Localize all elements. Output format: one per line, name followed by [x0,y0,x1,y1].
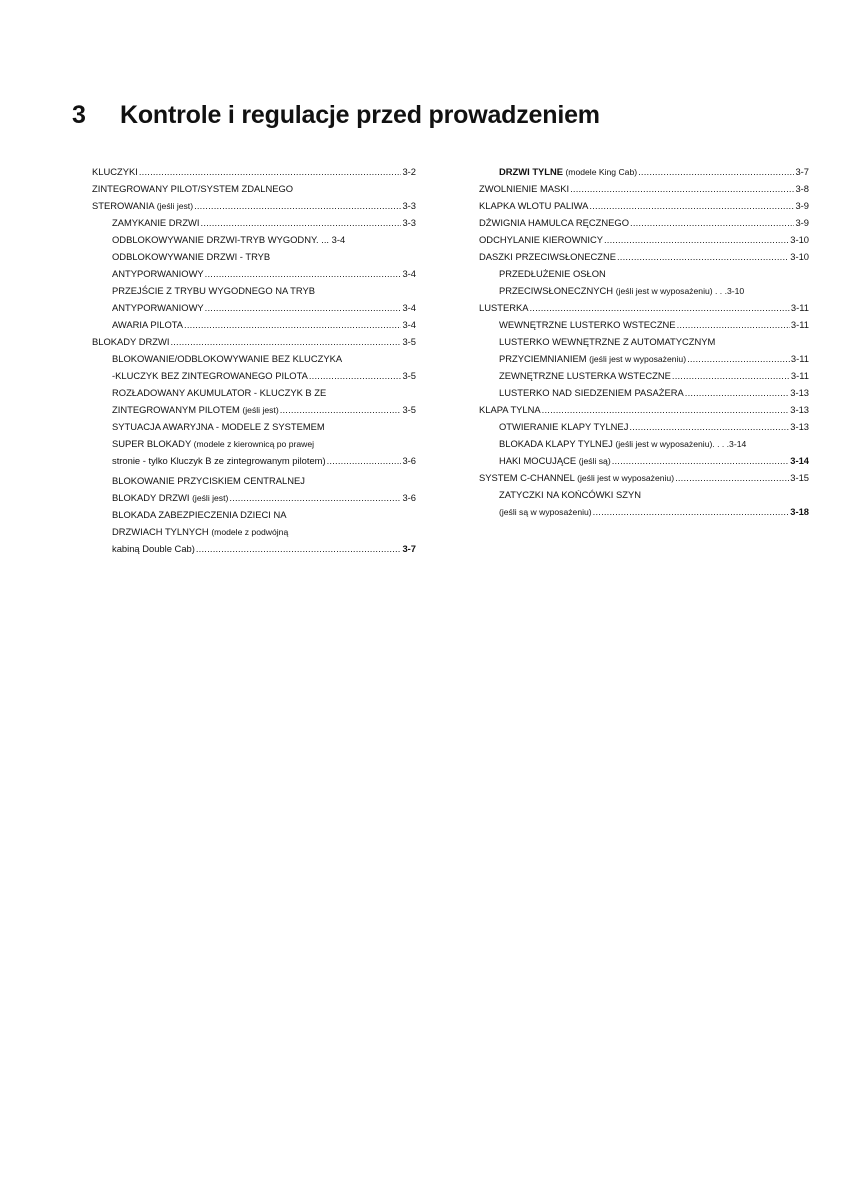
toc-entry-title: BLOKOWANIE PRZYCISKIEM CENTRALNEJ [112,475,305,486]
chapter-title: Kontrole i regulacje przed prowadzeniem [120,101,600,129]
toc-line [112,231,416,248]
toc-page-number: 3-11 [790,370,809,381]
toc-dot-leader [280,401,402,418]
toc-page-number: 3-5 [402,336,416,347]
toc-line [479,248,809,265]
toc-page-number: 3-5 [402,370,416,381]
toc-line [112,350,416,367]
toc-entry-title: STEROWANIA (jeśli jest) [92,200,194,211]
toc-line [479,231,809,248]
toc-page-number: 3-8 [795,183,809,194]
toc-entry-title: SYSTEM C-CHANNEL (jeśli jest w wyposażeniu) [479,472,675,483]
toc-dot-leader [327,452,402,469]
toc-dot-leader [542,401,790,418]
toc-entry[interactable] [479,452,809,469]
chapter-heading [72,101,600,130]
toc-entry-title: BLOKADA KLAPY TYLNEJ (jeśli jest w wyposażeniu). . . .3-14 [499,438,747,449]
toc-line [92,333,416,350]
toc-entry-title: ZINTEGROWANYM PILOTEM (jeśli jest) [112,404,279,415]
toc-entry[interactable] [92,282,416,316]
toc-page-number: 3-13 [790,421,809,432]
toc-dot-leader [629,418,789,435]
toc-entry[interactable] [479,231,809,248]
toc-entry-title: ZAMYKANIE DRZWI [112,217,200,228]
toc-page-number: 3-9 [795,200,809,211]
toc-entry-title: PRZEJŚCIE Z TRYBU WYGODNEGO NA TRYB [112,285,315,296]
toc-entry-title: BLOKADY DRZWI [92,336,170,347]
toc-dot-leader [593,503,790,520]
toc-dot-leader [638,163,794,180]
toc-dot-leader [139,163,402,180]
toc-page-number: 3-13 [790,387,809,398]
toc-dot-leader [184,316,401,333]
toc-line [499,452,809,469]
toc-line [112,401,416,418]
toc-entry-title: DASZKI PRZECIWSŁONECZNE [479,251,616,262]
toc-page-number: 3-13 [790,404,809,415]
toc-entry[interactable] [92,316,416,333]
toc-line [112,384,416,401]
toc-line [112,418,416,435]
toc-line [92,163,416,180]
toc-entry[interactable] [92,248,416,282]
toc-entry-title: OTWIERANIE KLAPY TYLNEJ [499,421,629,432]
toc-line [112,214,416,231]
toc-entry[interactable] [479,367,809,384]
toc-page-number: 3-14 [790,455,809,466]
toc-entry-title: DŹWIGNIA HAMULCA RĘCZNEGO [479,217,630,228]
toc-entry[interactable] [92,472,416,506]
toc-line [112,265,416,282]
toc-entry-title: KLAPKA WLOTU PALIWA [479,200,589,211]
toc-page-number: 3-6 [402,492,416,503]
toc-entry-title: LUSTERKA [479,302,529,313]
toc-entry-title: DRZWIACH TYLNYCH (modele z podwójną [112,526,289,537]
toc-line [499,503,809,520]
toc-line [499,316,809,333]
toc-page-number: 3-6 [402,455,416,466]
toc-entry[interactable] [92,231,416,248]
toc-entry[interactable] [92,214,416,231]
toc-entry[interactable] [479,197,809,214]
toc-dot-leader [229,489,401,506]
toc-entry[interactable] [92,384,416,418]
toc-page-number: 3-4 [402,268,416,279]
toc-line [499,367,809,384]
toc-dot-leader [687,350,790,367]
toc-line [112,316,416,333]
toc-page-number: 3-15 [790,472,809,483]
toc-dot-leader [675,469,789,486]
toc-dot-leader [677,316,790,333]
toc-entry[interactable] [479,163,809,180]
toc-entry-title: ODBLOKOWYWANIE DRZWI-TRYB WYGODNY. ... 3-4 [112,234,346,245]
toc-entry-title: BLOKADA ZABEZPIECZENIA DZIECI NA [112,509,287,520]
toc-entry[interactable] [479,180,809,197]
toc-entry[interactable] [92,180,416,214]
toc-entry[interactable] [479,486,809,520]
toc-entry-title: WEWNĘTRZNE LUSTERKO WSTECZNE [499,319,676,330]
toc-line [112,472,416,489]
toc-entry[interactable] [92,333,416,350]
toc-page-number: 3-2 [402,166,416,177]
toc-page-number: 3-11 [790,319,809,330]
toc-entry-title: PRZYCIEMNIANIEM (jeśli jest w wyposażeniu) [499,353,687,364]
toc-line [112,282,416,299]
toc-entry[interactable] [479,333,809,367]
toc-entry-title: SYTUACJA AWARYJNA - MODELE Z SYSTEMEM [112,421,325,432]
toc-entry-title: KLUCZYKI [92,166,138,177]
toc-entry[interactable] [479,248,809,265]
toc-line [479,299,809,316]
toc-line [499,486,809,503]
toc-line [499,333,809,350]
toc-entry-title: ODBLOKOWYWANIE DRZWI - TRYB [112,251,271,262]
toc-entry-title: ANTYPORWANIOWY [112,268,204,279]
toc-entry-title: HAKI MOCUJĄCE (jeśli są) [499,455,611,466]
toc-page-number: 3-18 [790,506,809,517]
toc-page-number: 3-7 [402,543,416,554]
toc-line [112,299,416,316]
toc-line [112,452,416,469]
toc-dot-leader [570,180,794,197]
toc-dot-leader [630,214,794,231]
toc-entry[interactable] [479,316,809,333]
toc-entry-title: AWARIA PILOTA [112,319,184,330]
toc-entry[interactable] [479,265,809,299]
toc-dot-leader [205,299,402,316]
toc-dot-leader [617,248,789,265]
toc-dot-leader [685,384,789,401]
toc-entry-title: ZWOLNIENIE MASKI [479,183,570,194]
toc-entry-title: ROZŁADOWANY AKUMULATOR - KLUCZYK B ZE [112,387,327,398]
toc-line [499,265,809,282]
chapter-number: 3 [72,101,86,129]
toc-line [92,197,416,214]
toc-left-column [92,163,416,557]
toc-entry-title: LUSTERKO WEWNĘTRZNE Z AUTOMATYCZNYM [499,336,716,347]
toc-page-number: 3-11 [790,302,809,313]
toc-line [479,197,809,214]
toc-dot-leader [170,333,401,350]
toc-entry[interactable] [92,506,416,557]
toc-line [499,384,809,401]
toc-entry[interactable] [479,299,809,316]
toc-line [112,523,416,540]
toc-entry[interactable] [479,401,809,418]
toc-dot-leader [672,367,790,384]
toc-line [499,435,809,452]
toc-dot-leader [309,367,402,384]
toc-entry-title: (jeśli są w wyposażeniu) [499,507,592,517]
toc-entry-title: ZINTEGROWANY PILOT/SYSTEM ZDALNEGO [92,183,294,194]
toc-page-number: 3-3 [402,200,416,211]
toc-line [499,163,809,180]
toc-right-column [479,163,809,520]
toc-dot-leader [194,197,401,214]
toc-entry-title: ZATYCZKI NA KOŃCÓWKI SZYN [499,489,642,500]
toc-entry-title: SUPER BLOKADY (modele z kierownicą po prawej [112,438,315,449]
toc-entry-title: -KLUCZYK BEZ ZINTEGROWANEGO PILOTA [112,370,308,381]
toc-page-number: 3-9 [795,217,809,228]
toc-page-number: 3-10 [790,251,809,262]
toc-entry[interactable] [92,163,416,180]
toc-entry-title: ODCHYLANIE KIEROWNICY [479,234,603,245]
toc-entry[interactable] [479,418,809,435]
toc-page-number: 3-4 [402,302,416,313]
toc-entry[interactable] [92,418,416,469]
toc-line [479,469,809,486]
toc-line [479,214,809,231]
toc-entry-title: ANTYPORWANIOWY [112,302,204,313]
toc-entry-title: PRZECIWSŁONECZNYCH (jeśli jest w wyposażeniu) . . .3-10 [499,285,745,296]
toc-entry[interactable] [479,384,809,401]
toc-page-number: 3-4 [402,319,416,330]
toc-entry-title: DRZWI TYLNE (modele King Cab) [499,166,638,177]
toc-entry-title: kabiną Double Cab) [112,543,195,554]
toc-page-number: 3-10 [790,234,809,245]
toc-entry[interactable] [479,214,809,231]
toc-line [112,367,416,384]
toc-dot-leader [612,452,790,469]
toc-entry-title: KLAPA TYLNA [479,404,541,415]
toc-line [112,435,416,452]
toc-page-number: 3-5 [402,404,416,415]
toc-entry[interactable] [479,435,809,452]
toc-entry-title: ZEWNĘTRZNE LUSTERKA WSTECZNE [499,370,671,381]
toc-entry-title: LUSTERKO NAD SIEDZENIEM PASAŻERA [499,387,684,398]
toc-entry[interactable] [479,469,809,486]
toc-entry-title: PRZEDŁUŻENIE OSŁON [499,268,606,279]
toc-line [499,350,809,367]
toc-page-number: 3-7 [795,166,809,177]
toc-line [112,489,416,506]
toc-entry-title: stronie - tylko Kluczyk B ze zintegrowanym pilotem) [112,455,326,466]
toc-line [112,248,416,265]
toc-dot-leader [604,231,789,248]
toc-dot-leader [589,197,794,214]
toc-entry-title: BLOKADY DRZWI (jeśli jest) [112,492,229,503]
toc-line [92,180,416,197]
toc-entry-title: BLOKOWANIE/ODBLOKOWYWANIE BEZ KLUCZYKA [112,353,343,364]
toc-line [479,180,809,197]
toc-page-number: 3-11 [790,353,809,364]
toc-dot-leader [205,265,402,282]
toc-page-number: 3-3 [402,217,416,228]
toc-line [499,282,809,299]
toc-line [479,401,809,418]
toc-entry[interactable] [92,350,416,384]
toc-line [112,506,416,523]
toc-dot-leader [530,299,790,316]
toc-dot-leader [201,214,402,231]
toc-line [499,418,809,435]
toc-dot-leader [196,540,402,557]
toc-line [112,540,416,557]
